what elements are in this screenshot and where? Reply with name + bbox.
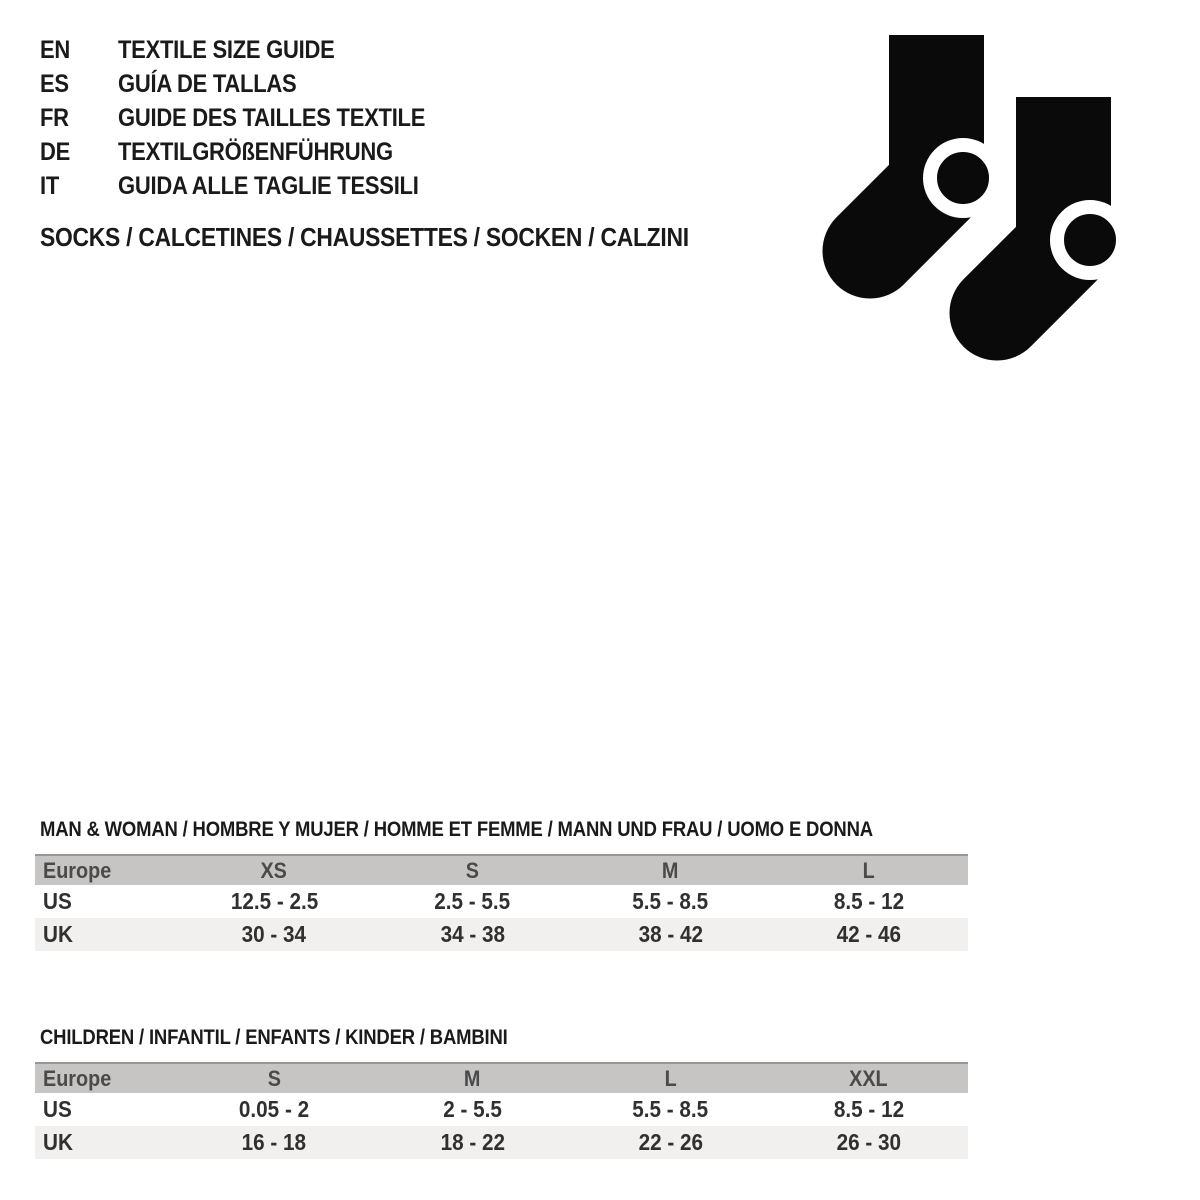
column-header-text: Europe [43,857,112,883]
language-row [40,101,467,135]
size-cell [572,1093,770,1126]
size-cell [770,1093,968,1126]
language-label-text: TEXTILE SIZE GUIDE [118,35,335,64]
table-body [35,1093,968,1159]
size-cell-text: 2 - 5.5 [443,1096,502,1122]
language-code-text: DE [40,137,71,166]
language-code [40,172,118,201]
column-header [35,1063,175,1093]
size-cell [572,1126,770,1159]
size-cell-text: 18 - 22 [440,1129,505,1155]
size-table-section-children [35,1026,968,1159]
size-cell-text: 2.5 - 5.5 [434,888,511,914]
column-header [175,1063,373,1093]
size-cell-text: 5.5 - 8.5 [632,1096,709,1122]
language-label-text: GUIDA ALLE TAGLIE TESSILI [118,171,419,200]
socks-icon [810,25,1130,365]
column-header [572,855,770,885]
language-row [40,135,467,169]
size-cell [175,885,373,918]
size-table-children [35,1062,968,1159]
category-title [40,222,777,253]
column-header [373,1063,571,1093]
column-header-text: L [862,857,875,883]
size-cell-text: 8.5 - 12 [833,1096,904,1122]
region-cell-text: US [43,888,72,914]
language-label-text: GUÍA DE TALLAS [118,69,297,98]
size-cell-text: 26 - 30 [836,1129,902,1155]
table-body [35,885,968,951]
size-cell [572,918,770,951]
section-title-text: MAN & WOMAN / HOMBRE Y MUJER / HOMME ET FEMME / MANN UND FRAU / UOMO E DONNA [40,818,873,841]
table-row [35,885,968,918]
language-label [118,36,364,65]
column-header [175,855,373,885]
language-row [40,33,467,67]
region-cell [35,1126,175,1159]
size-cell-text: 42 - 46 [836,921,902,947]
language-code-text: FR [40,103,69,132]
language-row [40,67,467,101]
size-cell [770,1126,968,1159]
language-list [40,33,467,203]
size-cell-text: 5.5 - 8.5 [632,888,709,914]
size-cell-text: 30 - 34 [241,921,307,947]
language-code-text: ES [40,69,69,98]
table-header-row [35,855,968,885]
size-table-section-man-woman [35,818,968,951]
size-cell [572,885,770,918]
size-cell-text: 8.5 - 12 [833,888,904,914]
section-title-children [40,1026,968,1050]
size-cell-text: 38 - 42 [638,921,703,947]
column-header [35,855,175,885]
column-header-text: Europe [43,1065,112,1091]
region-cell-text: UK [43,921,73,947]
size-cell-text: 34 - 38 [440,921,505,947]
column-header-text: S [267,1065,281,1091]
size-cell-text: 12.5 - 2.5 [230,888,318,914]
column-header [572,1063,770,1093]
language-code [40,70,118,99]
size-cell [175,1093,373,1126]
table-row [35,918,968,951]
column-header-text: M [662,857,679,883]
region-cell [35,885,175,918]
column-header-text: XXL [849,1065,889,1091]
size-cell [175,1126,373,1159]
region-cell-text: US [43,1096,72,1122]
region-cell-text: UK [43,1129,73,1155]
language-row [40,169,467,203]
table-header-row [35,1063,968,1093]
size-cell [373,885,571,918]
size-cell-text: 16 - 18 [241,1129,307,1155]
language-code [40,104,118,133]
column-header-text: S [465,857,479,883]
size-cell [373,918,571,951]
size-table-man-woman [35,854,968,951]
language-label [118,104,467,133]
language-code [40,36,118,65]
column-header-text: L [664,1065,677,1091]
column-header [770,1063,968,1093]
language-code [40,138,118,167]
column-header-text: XS [260,857,288,883]
column-header [373,855,571,885]
region-cell [35,918,175,951]
size-cell-text: 0.05 - 2 [239,1096,310,1122]
region-cell [35,1093,175,1126]
section-title-text: CHILDREN / INFANTIL / ENFANTS / KINDER / BAMBINI [40,1026,508,1049]
language-label [118,138,430,167]
column-header-text: M [464,1065,481,1091]
language-code-text: IT [40,171,60,200]
language-label [118,172,460,201]
language-label [118,70,321,99]
table-row [35,1126,968,1159]
size-cell [770,885,968,918]
size-cell [373,1126,571,1159]
language-label-text: TEXTILGRÖßENFÜHRUNG [118,137,393,166]
size-cell [373,1093,571,1126]
table-row [35,1093,968,1126]
size-cell [770,918,968,951]
socks-icon-svg [810,25,1130,365]
column-header [770,855,968,885]
table-head [35,1063,968,1093]
language-label-text: GUIDE DES TAILLES TEXTILE [118,103,426,132]
size-cell-text: 22 - 26 [638,1129,703,1155]
section-title-man-woman [40,818,968,842]
language-code-text: EN [40,35,71,64]
table-head [35,855,968,885]
size-cell [175,918,373,951]
category-title-text: SOCKS / CALCETINES / CHAUSSETTES / SOCKEN / CALZINI [40,222,689,252]
